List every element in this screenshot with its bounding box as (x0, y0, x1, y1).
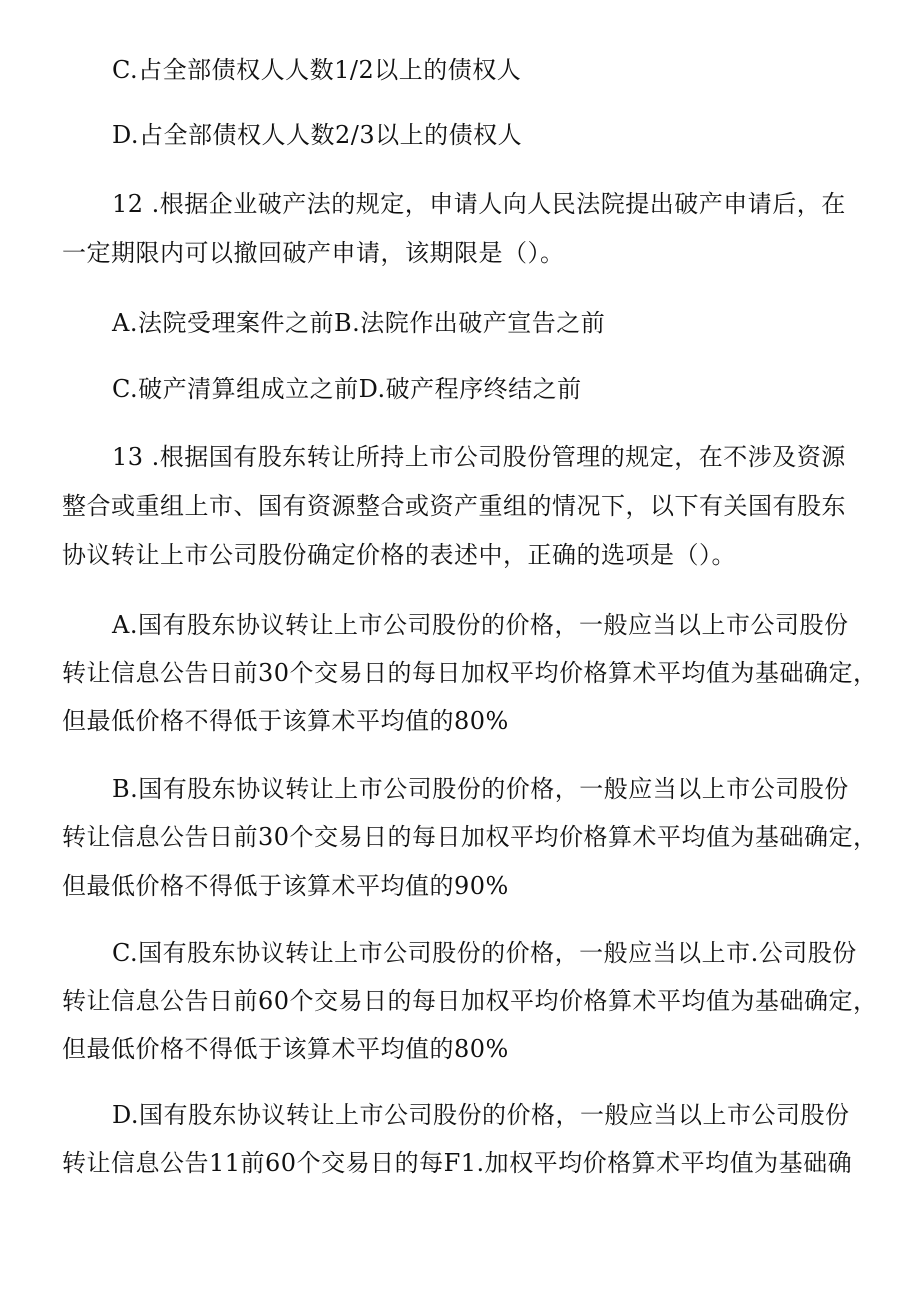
question-12-line-2: 一定期限内可以撤回破产申请，该期限是（）。 (62, 239, 565, 267)
option-c-q11: C.占全部债权人人数1/2以上的债权人 (112, 56, 522, 84)
question-13-line-1: 13 .根据国有股东转让所持上市公司股份管理的规定，在不涉及资源 (112, 443, 846, 471)
option-d-q13-line-1: D.国有股东协议转让上市公司股份的价格，一般应当以上市公司股份 (112, 1101, 850, 1129)
question-12-line-1: 12 .根据企业破产法的规定，申请人向人民法院提出破产申请后，在 (112, 190, 846, 218)
option-d-q11: D.占全部债权人人数2/3以上的债权人 (112, 121, 523, 149)
question-13-line-3: 协议转让上市公司股份确定价格的表述中，正确的选项是（）。 (62, 541, 736, 569)
options-ab-q12: A.法院受理案件之前B.法院作出破产宣告之前 (112, 309, 606, 337)
option-c-q13-line-1: C.国有股东协议转让上市公司股份的价格，一般应当以上市.公司股份 (112, 939, 857, 967)
option-a-q13-line-3: 但最低价格不得低于该算术平均值的80% (62, 707, 509, 735)
option-a-q13-line-1: A.国有股东协议转让上市公司股份的价格，一般应当以上市公司股份 (112, 611, 849, 639)
question-13-line-2: 整合或重组上市、国有资源整合或资产重组的情况下，以下有关国有股东 (62, 492, 846, 520)
option-c-q13-line-3: 但最低价格不得低于该算术平均值的80% (62, 1035, 509, 1063)
options-cd-q12: C.破产清算组成立之前D.破产程序终结之前 (112, 375, 582, 403)
option-b-q13-line-2: 转让信息公告日前30个交易日的每日加权平均价格算术平均值为基础确定， (62, 823, 878, 851)
option-d-q13-line-2: 转让信息公告11前60个交易日的每F1.加权平均价格算术平均值为基础确 (62, 1149, 853, 1177)
option-a-q13-line-2: 转让信息公告日前30个交易日的每日加权平均价格算术平均值为基础确定， (62, 659, 878, 687)
option-b-q13-line-3: 但最低价格不得低于该算术平均值的90% (62, 872, 509, 900)
option-b-q13-line-1: B.国有股东协议转让上市公司股份的价格，一般应当以上市公司股份 (112, 775, 849, 803)
option-c-q13-line-2: 转让信息公告日前60个交易日的每日加权平均价格算术平均值为基础确定， (62, 987, 878, 1015)
